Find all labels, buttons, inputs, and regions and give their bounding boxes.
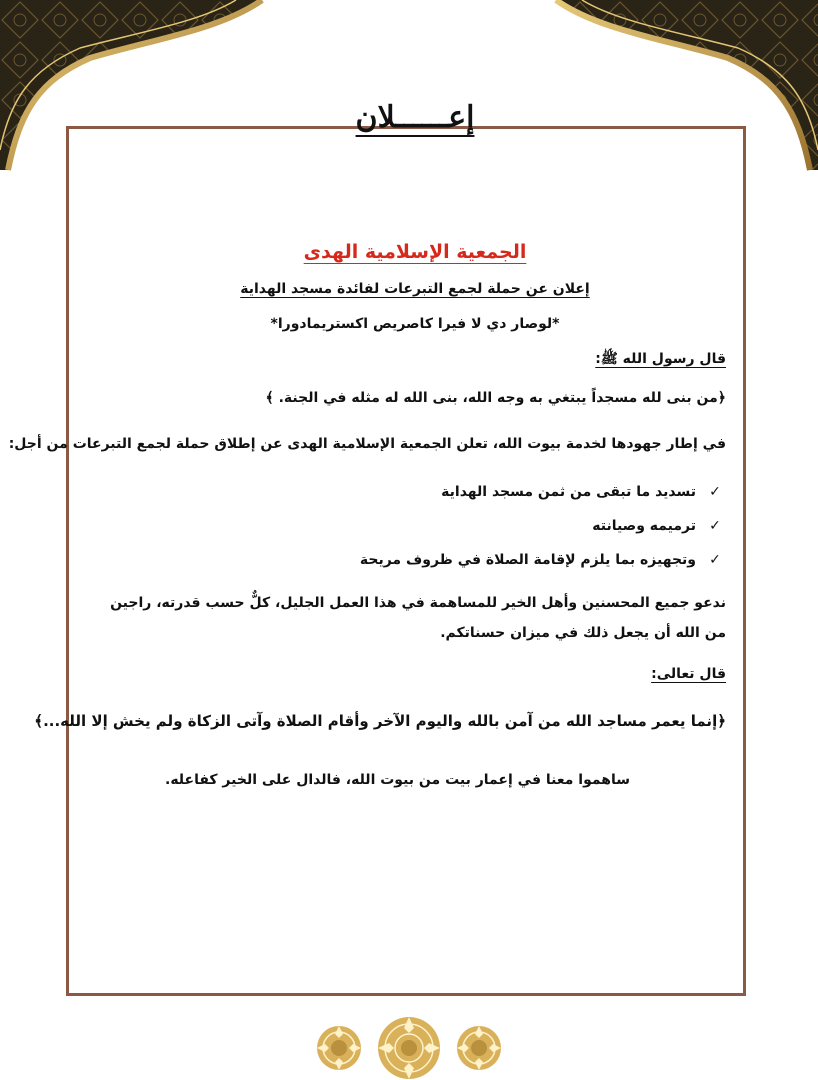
page-title: إعــــــلان	[355, 100, 475, 135]
closing-line: ساهموا معنا في إعمار بيت من بيوت الله، فالدال على الخير كفاعله.	[165, 772, 630, 788]
hadith-intro: قال رسول الله ﷺ:	[595, 351, 726, 367]
medallion-icon	[317, 1026, 361, 1070]
check-icon: ✓	[709, 518, 721, 534]
medallion-icon	[378, 1017, 440, 1079]
goals-list	[360, 478, 726, 580]
announcement-content	[8, 100, 740, 860]
list-item: ✓تسديد ما تبقى من ثمن مسجد الهداية	[360, 478, 726, 512]
list-item: ✓ترميمه وصيانته	[360, 512, 726, 546]
hadith-text: ﴿من بنى لله مسجداً يبتغي به وجه الله، بنى الله له مثله في الجنة. ﴾	[265, 390, 726, 406]
list-item: ✓وتجهيزه بما يلزم لإقامة الصلاة في ظروف مريحة	[360, 546, 726, 580]
medallion-icon	[457, 1026, 501, 1070]
bottom-medallions	[0, 1010, 818, 1080]
check-icon: ✓	[709, 484, 721, 500]
location-line: *لوصار دي لا فيرا كاصريص اكستريمادورا*	[270, 316, 560, 332]
organization-name: الجمعية الإسلامية الهدى	[303, 241, 527, 263]
verse-text: ﴿إنما يعمر مساجد الله من آمن بالله واليوم الآخر وأقام الصلاة وآتى الزكاة ولم يخش إلا الله...﴾	[34, 712, 726, 730]
call-paragraph: ندعو جميع المحسنين وأهل الخير للمساهمة في هذا العمل الجليل، كلٌّ حسب قدرته، راجين من الله أن يجعل ذلك في ميزان حسناتكم.	[110, 595, 726, 641]
verse-intro: قال تعالى:	[651, 666, 726, 682]
intro-paragraph: في إطار جهودها لخدمة بيوت الله، تعلن الجمعية الإسلامية الهدى عن إطلاق حملة لجمع التبرعات من أجل:	[8, 436, 726, 452]
announcement-subtitle: إعلان عن حملة لجمع التبرعات لفائدة مسجد الهداية	[240, 281, 590, 297]
check-icon: ✓	[709, 552, 721, 568]
